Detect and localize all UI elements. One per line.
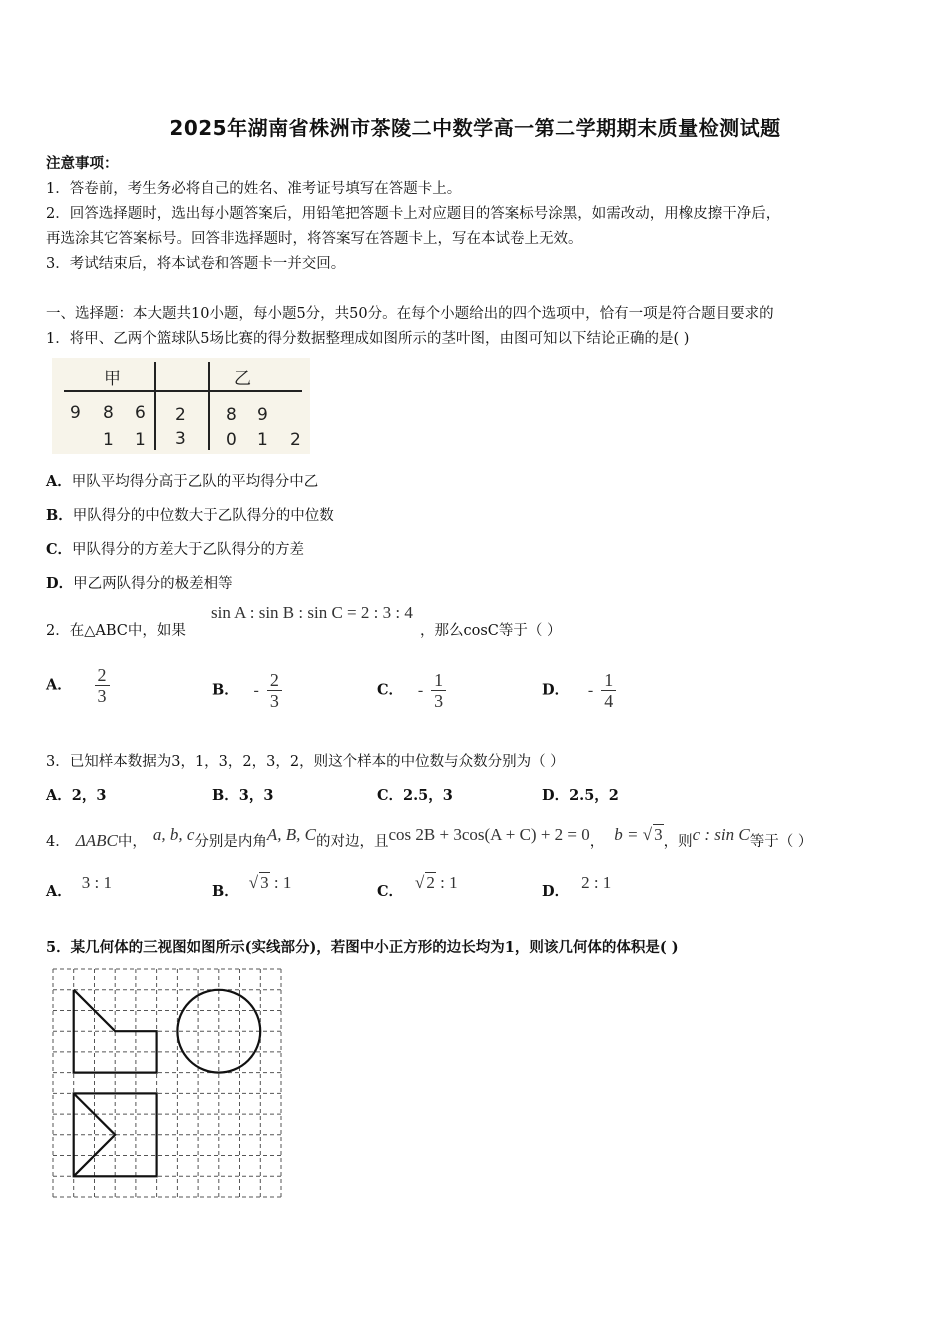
option-d[interactable]	[542, 873, 612, 901]
question-2-suffix: ，那么cosC等于（ ）	[420, 623, 562, 639]
stem-text: 中，	[117, 834, 147, 850]
option-label: B．	[212, 883, 239, 900]
ratio-formula: c : sin C	[692, 825, 750, 844]
option-label: B．	[212, 787, 239, 804]
option-label: C．	[377, 787, 404, 804]
numerator: 1	[601, 670, 616, 691]
option-label: D．	[542, 681, 570, 699]
option-label: D．	[46, 575, 74, 592]
option-c[interactable]	[377, 784, 453, 805]
question-number: 4．	[46, 834, 70, 850]
triangle-symbol: ΔABC	[75, 831, 118, 850]
stem-text: 分别是内角	[194, 834, 267, 850]
radicand: 3	[260, 873, 269, 892]
note-item: 3．考试结束后，将本试卷和答题卡一并交回。	[46, 256, 346, 272]
option-value: 3 : 1	[81, 873, 112, 892]
stem-value: 3	[175, 429, 186, 449]
option-b[interactable]	[212, 784, 273, 805]
numerator: 2	[267, 670, 282, 691]
fraction	[267, 670, 282, 711]
option-value: : 1	[435, 873, 458, 892]
option-a[interactable]	[46, 470, 318, 491]
option-value: 2 : 1	[581, 873, 612, 892]
option-label: C．	[377, 883, 404, 900]
section-heading: 一、选择题：本大题共10小题，每小题5分，共50分。在每个小题给出的四个选项中，恰有一项是符合题目要求的	[46, 306, 774, 322]
figure-header-left: 甲	[104, 369, 121, 389]
leaf: 9	[70, 403, 81, 423]
leaf: 8	[226, 405, 237, 425]
question-4-stem: 4． ΔABC中， a, b, c分别是内角A, B, C的对边，且cos 2B + 3cos(A + C) + 2 = 0， b = √ 3，则c : sin C等于（ ）	[46, 825, 813, 850]
leaf: 6	[135, 403, 146, 423]
option-text: 2.5，3	[403, 787, 453, 804]
option-text: 3，3	[238, 787, 274, 804]
stem-text: ，则	[663, 834, 693, 850]
stem-text: 的对边，且	[315, 834, 389, 850]
question-2-prefix: 2．在△ABC中，如果	[46, 623, 186, 639]
leaf: 8	[103, 403, 114, 423]
angles-symbol: A, B, C	[266, 825, 316, 844]
option-text: 2.5，2	[569, 787, 619, 804]
stem-text: ，	[589, 834, 605, 850]
stem-value: 2	[175, 405, 186, 425]
option-label: D．	[542, 787, 570, 804]
denominator: 4	[604, 691, 614, 711]
sides-symbol: a, b, c	[152, 825, 195, 844]
fraction	[601, 670, 616, 711]
denominator: 3	[434, 691, 444, 711]
numerator: 2	[95, 665, 110, 686]
fraction	[431, 670, 446, 711]
option-d[interactable]	[542, 784, 619, 805]
leaf: 0	[226, 430, 237, 450]
radicand: 2	[426, 873, 435, 892]
question-3-stem: 3．已知样本数据为3，1，3，2，3，2，则这个样本的中位数与众数分别为（ ）	[46, 754, 565, 770]
option-c[interactable]	[46, 538, 304, 559]
leaf: 9	[257, 405, 268, 425]
option-label: A．	[46, 676, 72, 694]
option-text: 2，3	[71, 787, 107, 804]
option-label: C．	[377, 681, 404, 699]
three-view-figure	[50, 966, 284, 1200]
question-1-stem: 1．将甲、乙两个篮球队5场比赛的得分数据整理成如图所示的茎叶图，由图可知以下结论正确的是( )	[46, 331, 690, 347]
option-label: A．	[46, 787, 72, 804]
option-a[interactable]	[46, 784, 106, 805]
option-text: 甲队平均得分高于乙队的平均得分中乙	[71, 474, 319, 490]
option-b[interactable]	[212, 670, 282, 711]
option-value: : 1	[269, 873, 292, 892]
denominator: 3	[97, 686, 107, 706]
numerator: 1	[431, 670, 446, 691]
minus-sign: -	[417, 681, 424, 699]
option-label: A．	[46, 473, 72, 490]
option-a[interactable]	[46, 873, 112, 901]
option-c[interactable]	[377, 670, 446, 711]
option-label: B．	[212, 681, 239, 699]
figure-header-right: 乙	[234, 369, 251, 389]
stem-leaf-figure	[52, 358, 310, 454]
option-b[interactable]: B． √ 3 : 1	[212, 873, 292, 900]
option-a[interactable]	[46, 665, 110, 706]
leaf: 1	[135, 430, 146, 450]
condition-formula: cos 2B + 3cos(A + C) + 2 = 0	[388, 825, 590, 844]
option-text: 甲队得分的中位数大于乙队得分的中位数	[72, 508, 334, 524]
option-d[interactable]	[46, 572, 233, 593]
option-text: 甲队得分的方差大于乙队得分的方差	[72, 542, 305, 558]
option-label: A．	[46, 883, 72, 900]
question-5-stem: 5．某几何体的三视图如图所示(实线部分)，若图中小正方形的边长均为1，则该几何体的体积是( )	[46, 939, 679, 956]
minus-sign: -	[253, 681, 259, 699]
leaf: 1	[257, 430, 268, 450]
notes-heading: 注意事项：	[46, 155, 119, 172]
stem-text: 等于（ ）	[749, 834, 813, 850]
option-label: C．	[46, 541, 73, 558]
denominator: 3	[269, 691, 279, 711]
fraction	[95, 665, 110, 706]
minus-sign: -	[587, 681, 594, 699]
leaf: 2	[290, 430, 301, 450]
page-title: 2025年湖南省株洲市茶陵二中数学高一第二学期期末质量检测试题	[169, 116, 781, 140]
note-item: 1．答卷前，考生务必将自己的姓名、准考证号填写在答题卡上。	[46, 181, 462, 197]
note-item: 再选涂其它答案标号。回答非选择题时，将答案写在答题卡上，写在本试卷上无效。	[46, 231, 583, 247]
option-d[interactable]	[542, 670, 616, 711]
option-label: D．	[542, 883, 570, 900]
radicand: 3	[654, 825, 663, 844]
option-label: B．	[46, 507, 73, 524]
option-b[interactable]	[46, 504, 334, 525]
option-c[interactable]: C． √ 2 : 1	[377, 873, 458, 900]
b-equals: b =	[614, 825, 643, 844]
question-2-formula: sin A : sin B : sin C = 2 : 3 : 4	[211, 603, 413, 622]
option-text: 甲乙两队得分的极差相等	[73, 576, 233, 592]
note-item: 2．回答选择题时，选出每小题答案后，用铅笔把答题卡上对应题目的答案标号涂黑，如需改动，用橡皮擦干净后，	[46, 206, 781, 222]
leaf: 1	[103, 430, 114, 450]
